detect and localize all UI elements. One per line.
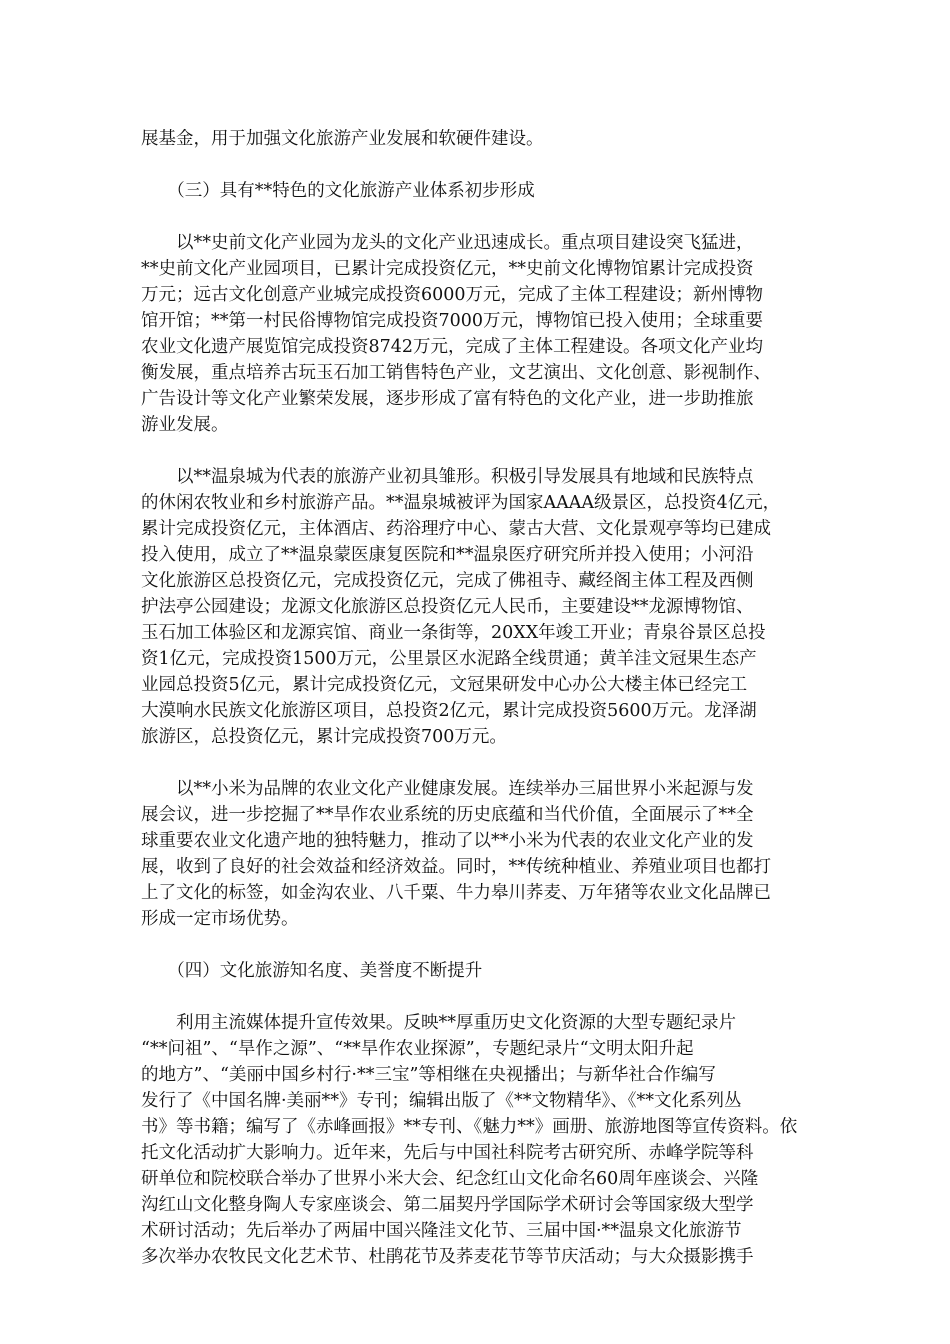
text-line: 沟红山文化整身陶人专家座谈会、第二届契丹学国际学术研讨会等国家级大型学 bbox=[141, 1195, 754, 1215]
text-line: 馆开馆；**第一村民俗博物馆完成投资7000万元，博物馆已投入使用；全球重要 bbox=[141, 311, 764, 331]
text-line: **史前文化产业园项目，已累计完成投资亿元，**史前文化博物馆累计完成投资 bbox=[141, 259, 754, 279]
text-line: 资1亿元，完成投资1500万元，公里景区水泥路全线贯通；黄羊洼文冠果生态产 bbox=[141, 649, 757, 669]
text-line: 投入使用，成立了**温泉蒙医康复医院和**温泉医疗研究所并投入使用；小河沿 bbox=[141, 545, 754, 565]
text-line: 旅游区，总投资亿元，累计完成投资700万元。 bbox=[141, 727, 507, 747]
text-line: 发行了《中国名牌·美丽**》专刊；编辑出版了《**文物精华》、《**文化系列丛 bbox=[141, 1091, 742, 1111]
text-line: 的休闲农牧业和乡村旅游产品。**温泉城被评为国家AAAA级景区，总投资4亿元， bbox=[141, 493, 781, 513]
text-line: 以**史前文化产业园为龙头的文化产业迅速成长。重点项目建设突飞猛进， bbox=[141, 233, 754, 253]
text-line: 书》等书籍；编写了《赤峰画报》**专刊、《魅力**》画册、旅游地图等宣传资料。依 bbox=[141, 1117, 798, 1137]
text-line: 以**温泉城为代表的旅游产业初具雏形。积极引导发展具有地域和民族特点 bbox=[141, 467, 754, 487]
text-line: 利用主流媒体提升宣传效果。反映**厚重历史文化资源的大型专题纪录片 bbox=[141, 1013, 736, 1033]
text-line: 研单位和院校联合举办了世界小米大会、纪念红山文化命名60周年座谈会、兴隆 bbox=[141, 1169, 759, 1189]
text-line: “**问祖”、“旱作之源”、“**旱作农业探源”，专题纪录片“文明太阳升起 bbox=[141, 1039, 694, 1059]
text-line: 累计完成投资亿元，主体酒店、药浴理疗中心、蒙古大营、文化景观亭等均已建成 bbox=[141, 519, 771, 539]
text-line: 的地方”、“美丽中国乡村行·**三宝”等相继在央视播出；与新华社合作编写 bbox=[141, 1065, 716, 1085]
text-line: 术研讨活动；先后举办了两届中国兴隆洼文化节、三届中国·**温泉文化旅游节 bbox=[141, 1221, 742, 1241]
text-line: 文化旅游区总投资亿元，完成投资亿元，完成了佛祖寺、藏经阁主体工程及西侧 bbox=[141, 571, 754, 591]
text-line: 大漠响水民族文化旅游区项目，总投资2亿元，累计完成投资5600万元。龙泽湖 bbox=[141, 701, 757, 721]
text-line: 玉石加工体验区和龙源宾馆、商业一条街等，20XX年竣工开业；青泉谷景区总投 bbox=[141, 623, 766, 643]
text-line: 业园总投资5亿元，累计完成投资亿元，文冠果研发中心办公大楼主体已经完工 bbox=[141, 675, 748, 695]
section-heading-3: （三）具有**特色的文化旅游产业体系初步形成 bbox=[141, 181, 535, 201]
text-line: 展基金，用于加强文化旅游产业发展和软硬件建设。 bbox=[141, 129, 544, 149]
text-line: 形成一定市场优势。 bbox=[141, 909, 299, 929]
text-line: 广告设计等文化产业繁荣发展，逐步形成了富有特色的文化产业，进一步助推旅 bbox=[141, 389, 754, 409]
text-line: 万元；远古文化创意产业城完成投资6000万元，完成了主体工程建设；新州博物 bbox=[141, 285, 764, 305]
text-line: 托文化活动扩大影响力。近年来，先后与中国社科院考古研究所、赤峰学院等科 bbox=[141, 1143, 754, 1163]
text-line: 以**小米为品牌的农业文化产业健康发展。连续举办三届世界小米起源与发 bbox=[141, 779, 754, 799]
text-line: 衡发展，重点培养古玩玉石加工销售特色产业，文艺演出、文化创意、影视制作、 bbox=[141, 363, 771, 383]
text-line: 游业发展。 bbox=[141, 415, 229, 435]
text-line: 护法亭公园建设；龙源文化旅游区总投资亿元人民币，主要建设**龙源博物馆、 bbox=[141, 597, 754, 617]
text-line: 农业文化遗产展览馆完成投资8742万元，完成了主体工程建设。各项文化产业均 bbox=[141, 337, 764, 357]
text-line: 上了文化的标签，如金沟农业、八千粟、牛力皋川荞麦、万年猪等农业文化品牌已 bbox=[141, 883, 771, 903]
section-heading-4: （四）文化旅游知名度、美誉度不断提升 bbox=[141, 961, 483, 981]
text-line: 多次举办农牧民文化艺术节、杜鹃花节及荞麦花节等节庆活动；与大众摄影携手 bbox=[141, 1247, 754, 1267]
text-line: 球重要农业文化遗产地的独特魅力，推动了以**小米为代表的农业文化产业的发 bbox=[141, 831, 754, 851]
text-line: 展，收到了良好的社会效益和经济效益。同时，**传统种植业、养殖业项目也都打 bbox=[141, 857, 771, 877]
text-line: 展会议，进一步挖掘了**旱作农业系统的历史底蕴和当代价值，全面展示了**全 bbox=[141, 805, 754, 825]
